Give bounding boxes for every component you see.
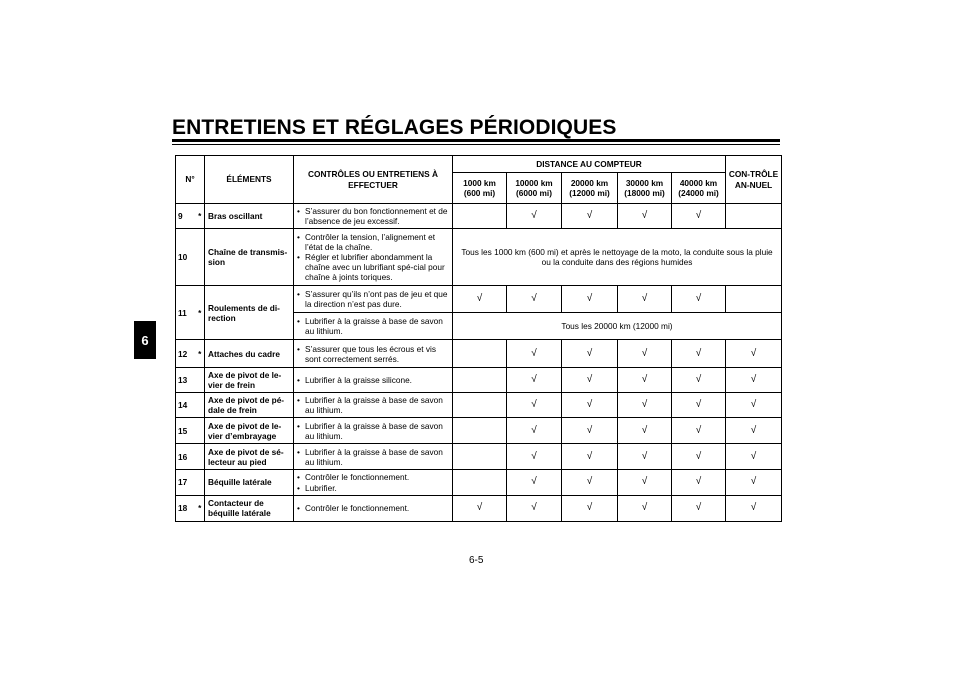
row-star: * xyxy=(196,495,205,521)
page-title: ENTRETIENS ET RÉGLAGES PÉRIODIQUES xyxy=(172,116,617,139)
check-cell-20000: √ xyxy=(562,340,618,368)
row-operations: • Lubrifier à la graisse à base de savon au lithium. xyxy=(294,313,453,340)
check-cell-1000 xyxy=(453,470,507,495)
row-element: Contacteur de béquille latérale xyxy=(205,495,294,521)
row-element: Bras oscillant xyxy=(205,204,294,229)
row-element: Béquille latérale xyxy=(205,470,294,495)
check-cell-40000: √ xyxy=(672,286,726,313)
check-cell-40000: √ xyxy=(672,444,726,470)
row-star xyxy=(196,229,205,286)
check-cell-10000: √ xyxy=(507,204,562,229)
table-row-9 xyxy=(176,204,782,229)
row-star xyxy=(196,368,205,393)
table-row-17 xyxy=(176,470,782,495)
check-cell-30000: √ xyxy=(618,444,672,470)
check-cell-20000: √ xyxy=(562,204,618,229)
row-number: 12 xyxy=(176,340,196,368)
check-cell-20000: √ xyxy=(562,444,618,470)
header-km-20000: 20000 km (12000 mi) xyxy=(562,173,618,204)
check-cell-10000: √ xyxy=(507,470,562,495)
check-cell-20000: √ xyxy=(562,495,618,521)
table-row-12 xyxy=(176,340,782,368)
check-cell-1000 xyxy=(453,204,507,229)
row-element: Axe de pivot de le-vier d’embrayage xyxy=(205,418,294,444)
check-cell-1000 xyxy=(453,418,507,444)
maintenance-table xyxy=(175,155,782,522)
check-cell-1000 xyxy=(453,444,507,470)
check-cell-30000: √ xyxy=(618,204,672,229)
check-cell-40000: √ xyxy=(672,204,726,229)
check-cell-annual: √ xyxy=(726,368,782,393)
page-number: 6-5 xyxy=(469,555,484,566)
row-operations: • Lubrifier à la graisse à base de savon au lithium. xyxy=(294,418,453,444)
check-cell-1000: √ xyxy=(453,286,507,313)
check-cell-20000: √ xyxy=(562,470,618,495)
check-cell-10000: √ xyxy=(507,495,562,521)
check-cell-40000: √ xyxy=(672,340,726,368)
check-cell-annual xyxy=(726,204,782,229)
row-star: * xyxy=(196,286,205,340)
check-cell-10000: √ xyxy=(507,393,562,418)
row-number: 11 xyxy=(176,286,196,340)
table-row-18 xyxy=(176,495,782,521)
row-number: 9 xyxy=(176,204,196,229)
check-cell-10000: √ xyxy=(507,368,562,393)
check-cell-10000: √ xyxy=(507,418,562,444)
check-cell-40000: √ xyxy=(672,393,726,418)
row-operations: • Contrôler la tension, l’alignement et l’état de la chaîne. • Régler et lubrifier abondamment la chaîne avec un lubrifiant spé-cial pour chaîne à joints toriques. xyxy=(294,229,453,286)
check-cell-1000 xyxy=(453,340,507,368)
table-row-13 xyxy=(176,368,782,393)
table-row-10 xyxy=(176,229,782,286)
row-operations: • Lubrifier à la graisse à base de savon au lithium. xyxy=(294,393,453,418)
check-cell-30000: √ xyxy=(618,340,672,368)
header-km-40000: 40000 km (24000 mi) xyxy=(672,173,726,204)
row-number: 17 xyxy=(176,470,196,495)
header-num: N° xyxy=(176,156,205,204)
row-operations: • S’assurer du bon fonctionnement et de l’absence de jeu excessif. xyxy=(294,204,453,229)
row-element: Attaches du cadre xyxy=(205,340,294,368)
header-km-1000: 1000 km (600 mi) xyxy=(453,173,507,204)
row-star: * xyxy=(196,204,205,229)
table-row-14 xyxy=(176,393,782,418)
row-number: 18 xyxy=(176,495,196,521)
check-cell-annual: √ xyxy=(726,444,782,470)
row-element: Axe de pivot de pé-dale de frein xyxy=(205,393,294,418)
check-cell-annual: √ xyxy=(726,470,782,495)
check-cell-40000: √ xyxy=(672,418,726,444)
check-cell-1000 xyxy=(453,368,507,393)
check-cell-annual: √ xyxy=(726,340,782,368)
section-tab: 6 xyxy=(134,321,156,359)
check-cell-30000: √ xyxy=(618,368,672,393)
row-operations: • S’assurer que tous les écrous et vis sont correctement serrés. xyxy=(294,340,453,368)
row-star: * xyxy=(196,340,205,368)
check-cell-20000: √ xyxy=(562,368,618,393)
header-elements: ÉLÉMENTS xyxy=(205,156,294,204)
check-cell-30000: √ xyxy=(618,286,672,313)
row-operations: • Contrôler le fonctionnement. • Lubrifier. xyxy=(294,470,453,495)
header-distance: DISTANCE AU COMPTEUR xyxy=(453,156,726,173)
check-cell-30000: √ xyxy=(618,495,672,521)
row-element: Roulements de di-rection xyxy=(205,286,294,340)
check-cell-annual: √ xyxy=(726,495,782,521)
table-row-16 xyxy=(176,444,782,470)
check-cell-40000: √ xyxy=(672,368,726,393)
row-number: 10 xyxy=(176,229,196,286)
check-cell-20000: √ xyxy=(562,286,618,313)
header-km-10000: 10000 km (6000 mi) xyxy=(507,173,562,204)
check-cell-10000: √ xyxy=(507,340,562,368)
check-cell-30000: √ xyxy=(618,393,672,418)
row-number: 16 xyxy=(176,444,196,470)
header-annual: CON-TRÔLE AN-NUEL xyxy=(726,156,782,204)
row-element: Chaîne de transmis-sion xyxy=(205,229,294,286)
row-number: 13 xyxy=(176,368,196,393)
check-cell-40000: √ xyxy=(672,495,726,521)
check-cell-30000: √ xyxy=(618,418,672,444)
row-operations: • Lubrifier à la graisse silicone. xyxy=(294,368,453,393)
row-operations: • S’assurer qu’ils n’ont pas de jeu et que la direction n’est pas dure. xyxy=(294,286,453,313)
check-cell-10000: √ xyxy=(507,444,562,470)
check-cell-30000: √ xyxy=(618,470,672,495)
row-element: Axe de pivot de le-vier de frein xyxy=(205,368,294,393)
check-cell-20000: √ xyxy=(562,393,618,418)
check-cell-1000 xyxy=(453,393,507,418)
check-cell-40000: √ xyxy=(672,470,726,495)
row-number: 14 xyxy=(176,393,196,418)
table-row-15 xyxy=(176,418,782,444)
interval-note: Tous les 20000 km (12000 mi) xyxy=(453,313,782,340)
row-star xyxy=(196,470,205,495)
header-ops: CONTRÔLES OU ENTRETIENS À EFFECTUER xyxy=(294,156,453,204)
row-number: 15 xyxy=(176,418,196,444)
row-operations: • Lubrifier à la graisse à base de savon au lithium. xyxy=(294,444,453,470)
check-cell-annual: √ xyxy=(726,393,782,418)
header-km-30000: 30000 km (18000 mi) xyxy=(618,173,672,204)
check-cell-10000: √ xyxy=(507,286,562,313)
title-rule-thin xyxy=(172,144,780,145)
row-element: Axe de pivot de sé-lecteur au pied xyxy=(205,444,294,470)
row-star xyxy=(196,444,205,470)
check-cell-1000: √ xyxy=(453,495,507,521)
row-operations: • Contrôler le fonctionnement. xyxy=(294,495,453,521)
check-cell-20000: √ xyxy=(562,418,618,444)
interval-note: Tous les 1000 km (600 mi) et après le nettoyage de la moto, la conduite sous la pluie ou la conduite dans des régions humides xyxy=(453,229,782,286)
row-star xyxy=(196,393,205,418)
check-cell-annual: √ xyxy=(726,418,782,444)
table-row-11 xyxy=(176,286,782,313)
title-rule-thick xyxy=(172,139,780,142)
check-cell-annual xyxy=(726,286,782,313)
row-star xyxy=(196,418,205,444)
